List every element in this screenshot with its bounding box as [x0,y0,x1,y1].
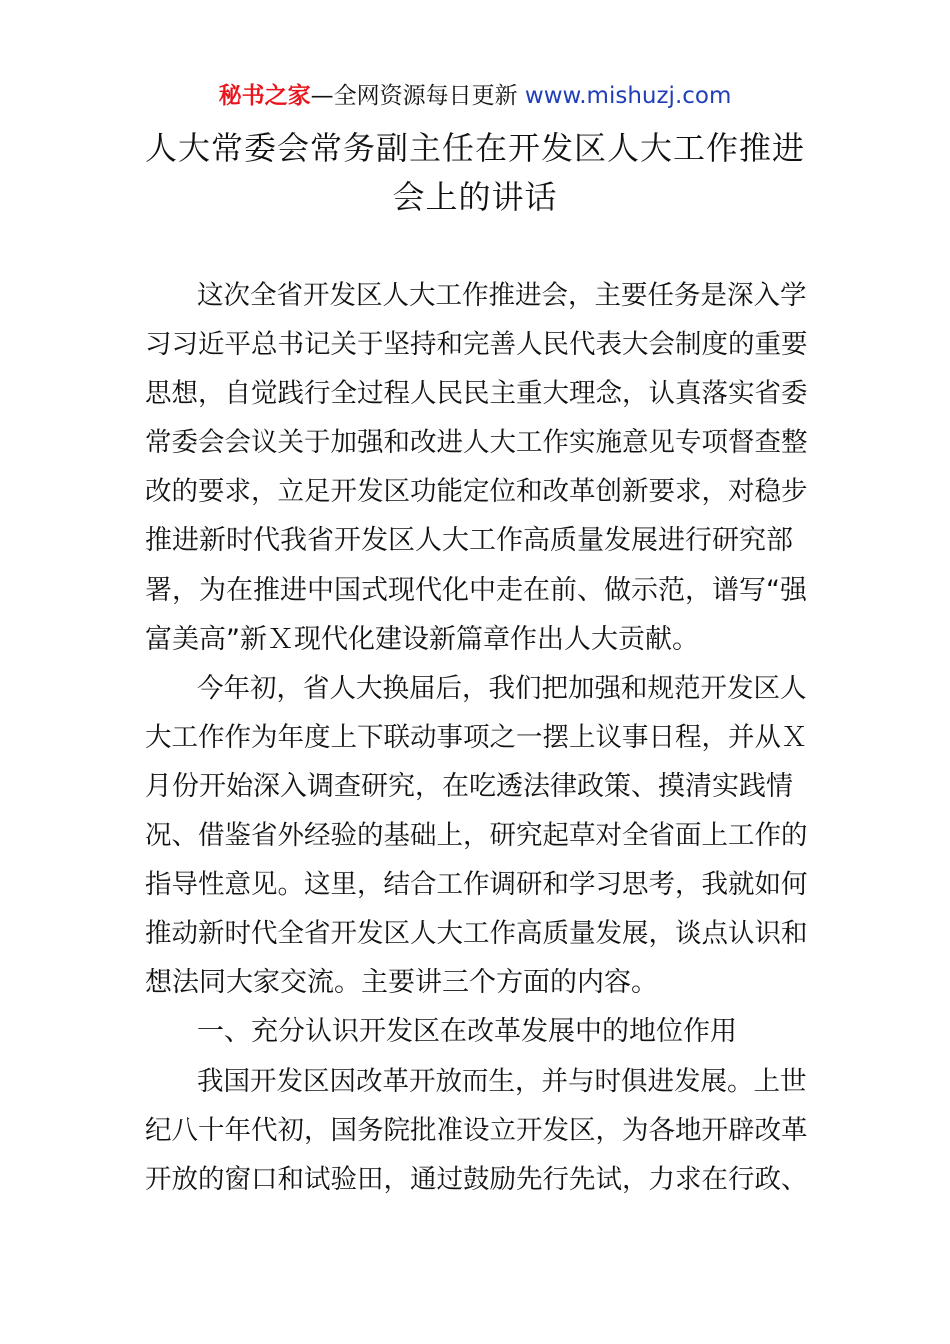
paragraph-line: 推进新时代我省开发区人大工作高质量发展进行研究部 [145,525,793,557]
paragraph-line: 纪八十年代初，国务院批准设立开发区，为各地开辟改革 [145,1114,808,1146]
paragraph-line: 月份开始深入调查研究，在吃透法律政策、摸清实践情 [145,770,793,802]
title-line-2: 会上的讲话 [392,178,558,216]
paragraph-line: 我国开发区因改革开放而生，并与时俱进发展。上世 [197,1065,807,1097]
paragraph-line: 今年初，省人大换届后，我们把加强和规范开发区人 [197,672,807,704]
paragraph-line: 习习近平总书记关于坚持和完善人民代表大会制度的重要 [145,329,808,361]
header-banner [0,80,950,112]
paragraph-line: 指导性意见。这里，结合工作调研和学习思考，我就如何 [145,869,808,901]
paragraph-line: 改的要求，立足开发区功能定位和改革创新要求，对稳步 [145,476,808,508]
brand-name: 秘书之家 [218,83,311,109]
paragraph-line: 况、借鉴省外经验的基础上，研究起草对全省面上工作的 [145,820,808,852]
section-heading: 一、充分认识开发区在改革发展中的地位作用 [197,1016,737,1048]
site-url-link[interactable]: www.mishuzj.com [524,83,732,109]
paragraph-line: 这次全省开发区人大工作推进会，主要任务是深入学 [197,280,807,311]
paragraph-line: 推动新时代全省开发区人大工作高质量发展，谈点认识和 [145,918,808,950]
title-line-1: 人大常委会常务副主任在开发区人大工作推进 [144,129,805,167]
paragraph-line: 署，为在推进中国式现代化中走在前、做示范，谱写“强 [145,574,807,606]
banner-tagline: —全网资源每日更新 [310,83,525,109]
paragraph-line: 开放的窗口和试验田，通过鼓励先行先试，力求在行政、 [145,1163,808,1195]
document-body [145,271,810,1204]
paragraph-line: 大工作作为年度上下联动事项之一摆上议事日程，并从Ｘ [145,721,808,753]
paragraph-line: 常委会会议关于加强和改进人大工作实施意见专项督查整 [145,427,808,459]
paragraph-line: 想法同大家交流。主要讲三个方面的内容。 [145,967,658,999]
document-title [120,124,830,222]
paragraph-line: 思想，自觉践行全过程人民民主重大理念，认真落实省委 [145,378,808,410]
paragraph-line: 富美高”新Ｘ现代化建设新篇章作出人大贡献。 [145,623,699,655]
